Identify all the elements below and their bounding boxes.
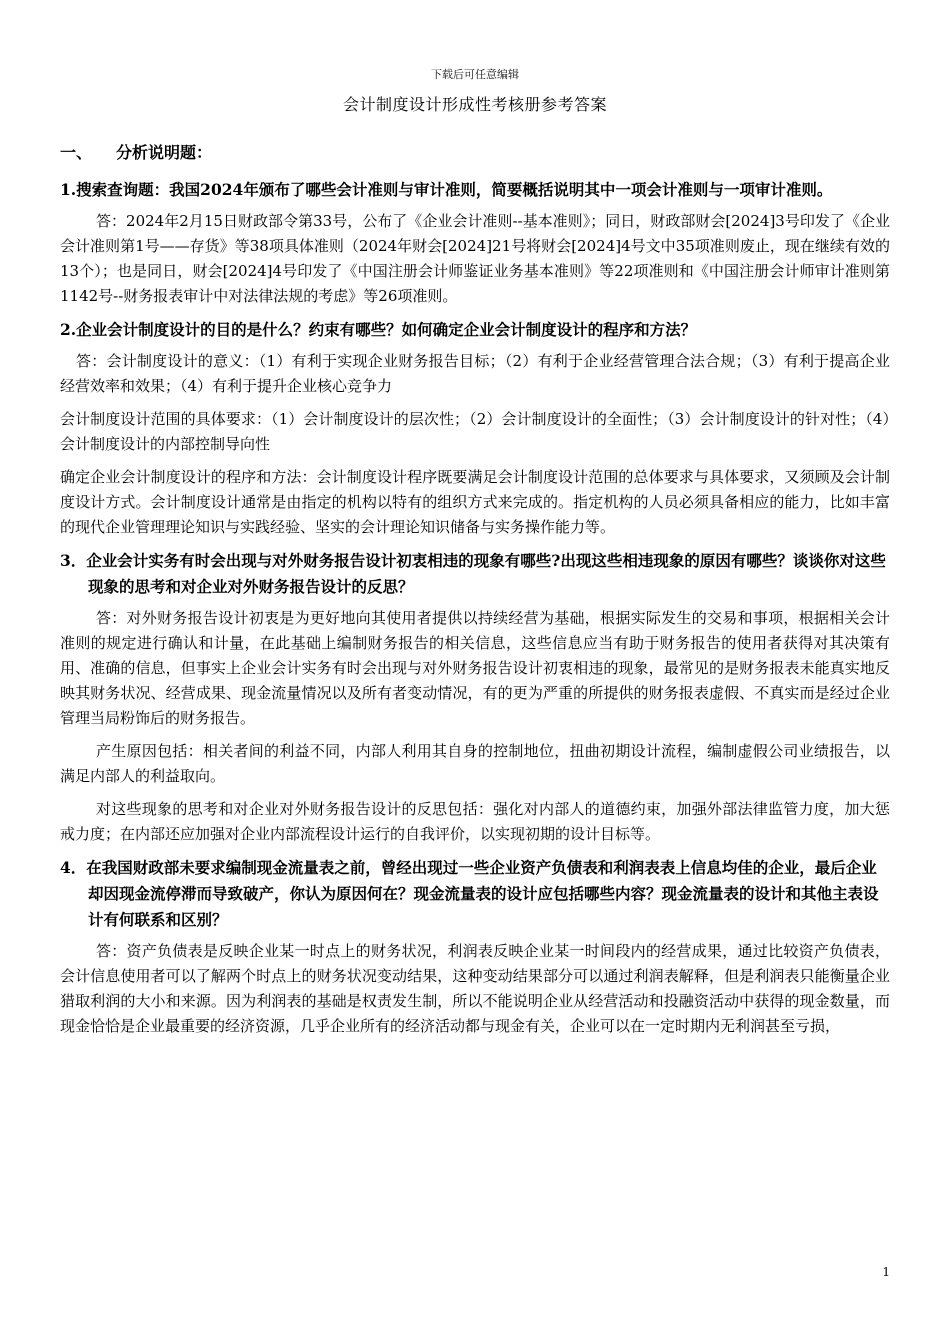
- answer-3-phenomena: 答：对外财务报告设计初衷是为更好地向其使用者提供以持续经营为基础，根据实际发生的交易和事项，根据相关会计准则的规定进行确认和计量，在此基础上编制财务报告的相关信息，这些信息应当有助于财务报告的使用者获得对其决策有用、准确的信息，但事实上企业会计实务有时会出现与对外财务报告设计初衷相违的现象，最常见的是财务报表未能真实地反映其财务状况、经营成果、现金流量情况以及所有者变动情况，有的更为严重的所提供的财务报表虚假、不真实而是经过企业管理当局粉饰后的财务报告。: [60, 609, 890, 727]
- question-3: 3．企业会计实务有时会出现与对外财务报告设计初衷相违的现象有哪些?出现这些相违现象的原因有哪些？谈谈你对这些现象的思考和对企业对外财务报告设计的反思？: [60, 551, 886, 596]
- answer-1: 答：2024年2月15日财政部令第33号，公布了《企业会计准则--基本准则》；同日，财政部财会[2024]3号印发了《企业会计准则第1号——存货》等38项具体准则（2024年财会[2024]21号将财会[2024]4号文中35项准则废止，现在继续有效的13个）；也是同日，财会[2024]4号印发了《中国注册会计师鉴证业务基本准则》等22项准则和《中国注册会计师审计准则第1142号--财务报表审计中对法律法规的考虑》等26项准则。: [60, 212, 890, 305]
- answer-3-causes: 产生原因包括：相关者间的利益不同，内部人利用其自身的控制地位，扭曲初期设计流程，编制虚假公司业绩报告，以满足内部人的利益取向。: [60, 742, 890, 785]
- question-2: 2.企业会计制度设计的目的是什么？约束有哪些？如何确定企业会计制度设计的程序和方法？: [60, 320, 697, 339]
- answer-2-procedure: 确定企业会计制度设计的程序和方法：会计制度设计程序既要满足会计制度设计范围的总体要求与具体要求，又须顾及会计制度设计方式。会计制度设计通常是由指定的机构以特有的组织方式来完成的。指定机构的人员必须具备相应的能力，比如丰富的现代企业管理理论知识与实践经验、坚实的会计理论知识储备与实务操作能力等。: [60, 468, 890, 536]
- page-title: 会计制度设计形成性考核册参考答案: [342, 95, 607, 114]
- question-1: 1.搜索查询题：我国2024年颁布了哪些会计准则与审计准则，简要概括说明其中一项会计准则与一项审计准则。: [60, 180, 833, 199]
- page-number: 1: [882, 1265, 890, 1279]
- document-body: [60, 140, 890, 1047]
- answer-4: 答：资产负债表是反映企业某一时点上的财务状况，利润表反映企业某一时间段内的经营成果，通过比较资产负债表，会计信息使用者可以了解两个时点上的财务状况变动结果，这种变动结果部分可以通过利润表解释，但是利润表只能衡量企业猎取利润的大小和来源。因为利润表的基础是权责发生制，所以不能说明企业从经营活动和投融资活动中获得的现金数量，而现金恰恰是企业最重要的经济资源，几乎企业所有的经济活动都与现金有关，企业可以在一定时期内无利润甚至亏损，: [60, 942, 890, 1035]
- answer-2-purpose: 答：会计制度设计的意义：（1）有利于实现企业财务报告目标；（2）有利于企业经营管理合法合规；（3）有利于提高企业经营效率和效果；（4）有利于提升企业核心竞争力: [60, 352, 890, 395]
- section-number: 一、: [60, 143, 93, 162]
- section-heading: [60, 140, 890, 163]
- section-label: 分析说明题：: [116, 143, 213, 162]
- answer-2-scope: 会计制度设计范围的具体要求：（1）会计制度设计的层次性；（2）会计制度设计的全面性；（3）会计制度设计的针对性；（4）会计制度设计的内部控制导向性: [60, 410, 890, 453]
- download-note: 下载后可任意编辑: [431, 68, 519, 81]
- answer-3-reflection: 对这些现象的思考和对企业对外财务报告设计的反思包括：强化对内部人的道德约束，加强外部法律监管力度，加大惩戒力度；在内部还应加强对企业内部流程设计运行的自我评价，以实现初期的设计目标等。: [60, 800, 890, 843]
- question-4: 4．在我国财政部未要求编制现金流量表之前，曾经出现过一些企业资产负债表和利润表表上信息均佳的企业，最后企业却因现金流停滞而导致破产，你认为原因何在？现金流量表的设计应包括哪些内容？现金流量表的设计和其他主表设计有何联系和区别？: [60, 858, 879, 929]
